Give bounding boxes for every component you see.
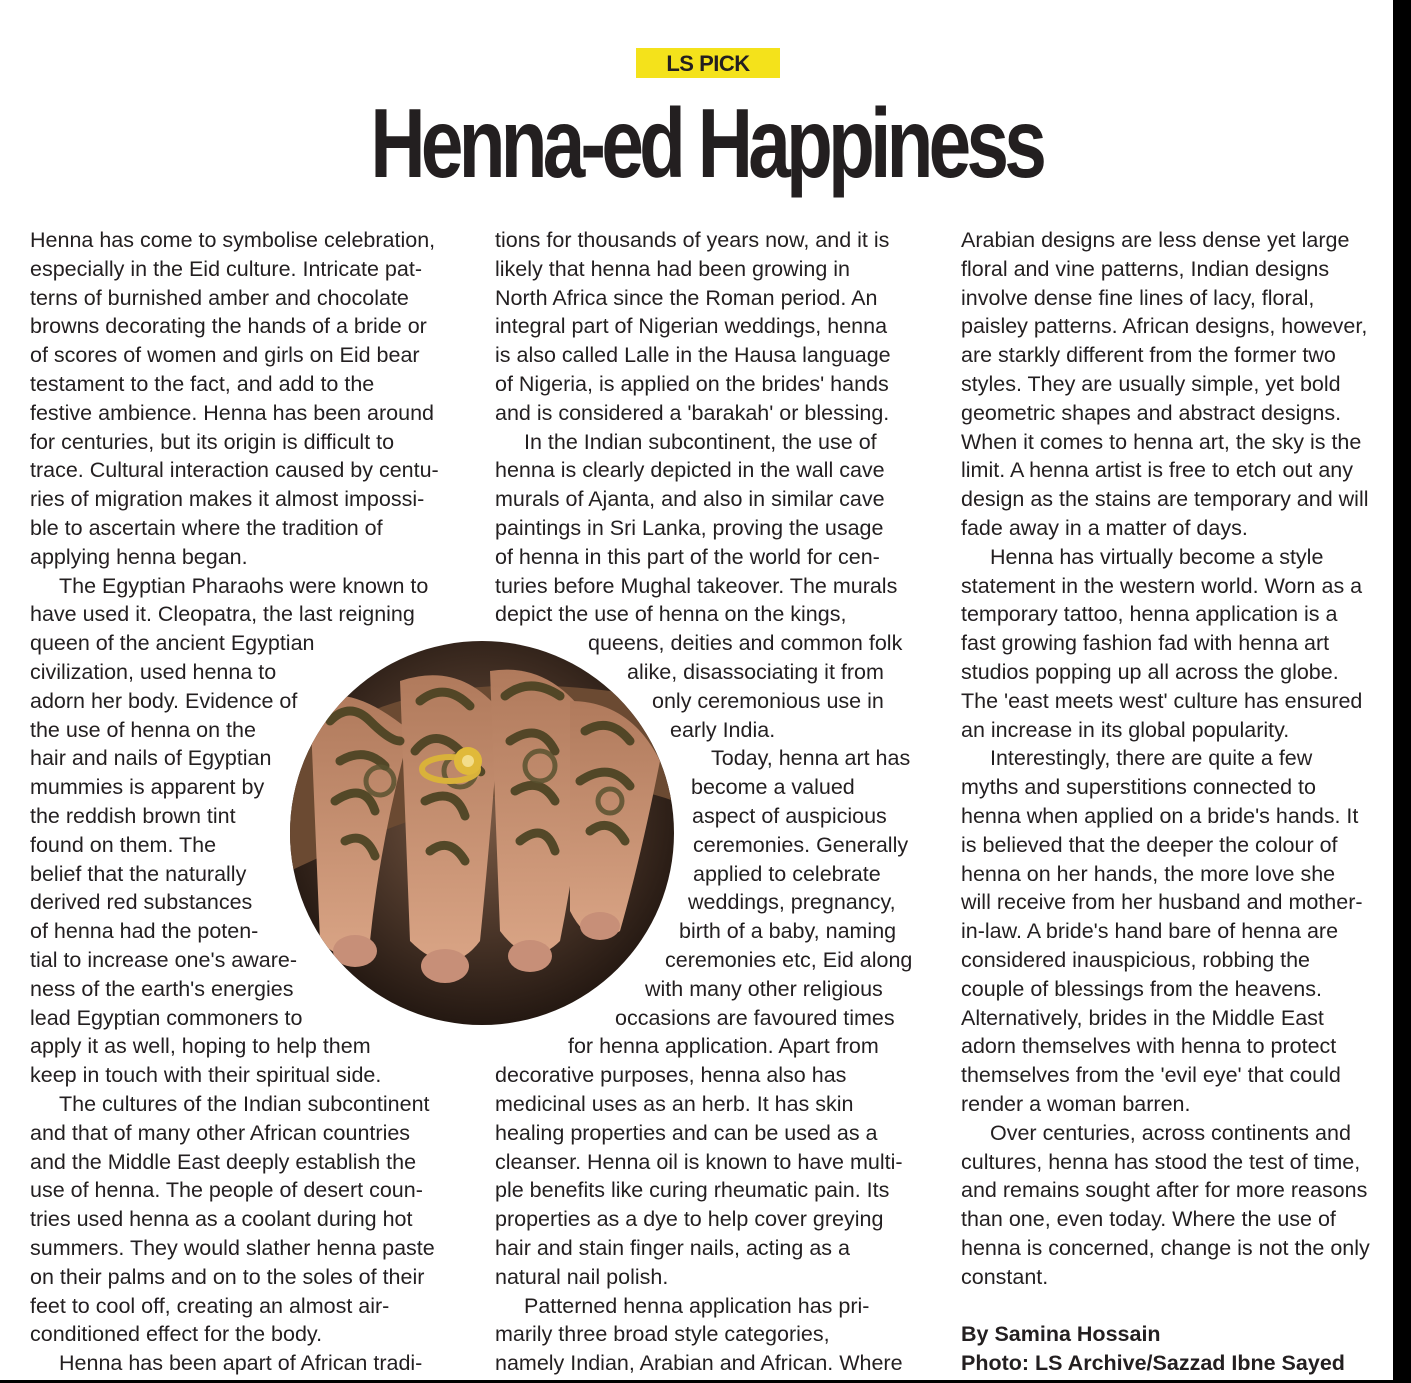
article-line: When it comes to henna art, the sky is the <box>961 429 1362 454</box>
section-tag: LS PICK <box>636 48 780 78</box>
article-line: terns of burnished amber and chocolate <box>30 285 409 310</box>
article-line: In the Indian subcontinent, the use of <box>524 429 877 454</box>
article-line: henna is clearly depicted in the wall cave <box>495 458 885 483</box>
article-line: cleanser. Henna oil is known to have multi- <box>495 1149 903 1174</box>
article-line: hair and stain finger nails, acting as a <box>495 1236 850 1260</box>
article-line: tries used henna as a coolant during hot <box>30 1207 413 1232</box>
article-line: early India. <box>670 717 776 742</box>
page-edge-bar <box>1393 0 1411 1383</box>
article-line: North Africa since the Roman period. An <box>495 285 878 310</box>
article-line: Arabian designs are less dense yet large <box>961 228 1350 252</box>
article-line: couple of blessings from the heavens. <box>961 976 1322 1001</box>
article-line: limit. A henna artist is free to etch out any <box>961 458 1353 483</box>
article-line: civilization, used henna to <box>30 660 277 684</box>
article-line: murals of Ajanta, and also in similar cave <box>495 487 885 512</box>
article-line: an increase in its global popularity. <box>961 717 1290 742</box>
article-line: paintings in Sri Lanka, proving the usage <box>495 516 884 540</box>
article-line: ble to ascertain where the tradition of <box>30 516 383 540</box>
headline: Henna-ed Happiness <box>370 88 1043 198</box>
article-line: the use of henna on the <box>30 717 256 742</box>
article-line: decorative purposes, henna also has <box>495 1063 847 1088</box>
article-line: tial to increase one's aware- <box>30 948 298 972</box>
article-line: statement in the western world. Worn as a <box>961 573 1363 598</box>
article-line: than one, even today. Where the use of <box>961 1207 1336 1232</box>
article-line: integral part of Nigerian weddings, henna <box>495 314 888 339</box>
article-line: hair and nails of Egyptian <box>30 746 272 771</box>
article-line: fast growing fashion fad with henna art <box>961 631 1330 656</box>
article-line: will receive from her husband and mother- <box>961 890 1363 915</box>
article-line: The cultures of the Indian subcontinent <box>59 1092 430 1116</box>
article-line: marily three broad style categories, <box>495 1322 830 1347</box>
article-line: the reddish brown tint <box>30 804 236 828</box>
article-line: mummies is apparent by <box>30 775 265 800</box>
article-line: found on them. The <box>30 832 217 857</box>
article-line: cultures, henna has stood the test of time, <box>961 1149 1361 1174</box>
article-line: feet to cool off, creating an almost air- <box>30 1293 390 1318</box>
article-line: of Nigeria, is applied on the brides' hands <box>495 372 889 396</box>
article-line: conditioned effect for the body. <box>30 1322 323 1347</box>
article-line: styles. They are usually simple, yet bold <box>961 372 1341 396</box>
article-line: tions for thousands of years now, and it is <box>495 228 890 252</box>
article-line: fade away in a matter of days. <box>961 516 1248 540</box>
article-line: ceremonies etc, Eid along <box>665 948 913 972</box>
article-line: likely that henna had been growing in <box>495 256 851 281</box>
photo-credit: Photo: LS Archive/Sazzad Ibne Sayed <box>961 1351 1345 1375</box>
article-line: and remains sought after for more reasons <box>961 1178 1368 1203</box>
article-line: geometric shapes and abstract designs. <box>961 400 1342 425</box>
article-line: myths and superstitions connected to <box>961 775 1316 800</box>
article-line: depict the use of henna on the kings, <box>495 602 847 627</box>
article-line: and is considered a 'barakah' or blessing. <box>495 400 890 425</box>
article-line: browns decorating the hands of a bride or <box>30 314 427 339</box>
article-line: Henna has virtually become a style <box>990 544 1324 569</box>
article-line: adorn her body. Evidence of <box>30 688 298 713</box>
article-line: Alternatively, brides in the Middle East <box>961 1005 1324 1030</box>
article-line: Over centuries, across continents and <box>990 1120 1351 1145</box>
article-line: Today, henna art has <box>711 746 911 771</box>
article-line: lead Egyptian commoners to <box>30 1005 303 1030</box>
article-line: ceremonies. Generally <box>693 832 909 857</box>
byline: By Samina Hossain <box>961 1322 1161 1346</box>
article-line: floral and vine patterns, Indian designs <box>961 256 1330 281</box>
article-line: apply it as well, hoping to help them <box>30 1034 371 1059</box>
article-line: Henna has come to symbolise celebration, <box>30 228 436 252</box>
article-line: medicinal uses as an herb. It has skin <box>495 1092 854 1116</box>
article-line: is believed that the deeper the colour of <box>961 832 1338 857</box>
article-line: and the Middle East deeply establish the <box>30 1149 417 1174</box>
article-line: testament to the fact, and add to the <box>30 372 375 396</box>
article-line: is also called Lalle in the Hausa language <box>495 343 891 368</box>
article-line: studios popping up all across the globe. <box>961 660 1339 684</box>
article-line: Henna has been apart of African tradi- <box>59 1351 423 1376</box>
article-line: temporary tattoo, henna application is a <box>961 602 1338 627</box>
article-line: derived red substances <box>30 890 253 915</box>
article-line: adorn themselves with henna to protect <box>961 1034 1337 1059</box>
article-line: queen of the ancient Egyptian <box>30 631 315 656</box>
henna-hand-illustration <box>290 641 674 1025</box>
article-line: with many other religious <box>645 976 883 1001</box>
article-line: belief that the naturally <box>30 861 247 886</box>
article-line: of henna in this part of the world for cen- <box>495 544 880 569</box>
article-line: ries of migration makes it almost impossi- <box>30 487 425 512</box>
article-line: festive ambience. Henna has been around <box>30 400 434 425</box>
article-line: properties as a dye to help cover greying <box>495 1207 884 1232</box>
article-line: and that of many other African countries <box>30 1120 411 1145</box>
article-line: The 'east meets west' culture has ensured <box>961 688 1363 713</box>
article-line: render a woman barren. <box>961 1092 1191 1116</box>
article-line: namely Indian, Arabian and African. Where <box>495 1351 903 1376</box>
article-line: henna on her hands, the more love she <box>961 861 1336 886</box>
article-line: involve dense fine lines of lacy, floral, <box>961 285 1315 310</box>
article-line: applying henna began. <box>30 544 248 569</box>
article-line: The Egyptian Pharaohs were known to <box>59 573 429 598</box>
article-line: queens, deities and common folk <box>588 631 903 656</box>
article-line: especially in the Eid culture. Intricate pat- <box>30 256 422 281</box>
article-line: alike, disassociating it from <box>627 660 884 684</box>
article-line: are starkly different from the former two <box>961 343 1336 368</box>
article-line: aspect of auspicious <box>692 804 887 828</box>
article-line: keep in touch with their spiritual side. <box>30 1063 382 1088</box>
article-line: have used it. Cleopatra, the last reigning <box>30 602 415 627</box>
article-line: trace. Cultural interaction caused by centu- <box>30 458 439 483</box>
article-line: in-law. A bride's hand bare of henna are <box>961 919 1339 944</box>
article-line: turies before Mughal takeover. The murals <box>495 573 898 598</box>
article-line: only ceremonious use in <box>652 688 884 713</box>
henna-hand-photo <box>290 641 674 1025</box>
article-line: paisley patterns. African designs, however, <box>961 314 1368 339</box>
article-line: summers. They would slather henna paste <box>30 1236 435 1260</box>
article-line: use of henna. The people of desert coun- <box>30 1178 423 1203</box>
article-line: healing properties and can be used as a <box>495 1120 878 1145</box>
article-line: become a valued <box>691 775 855 800</box>
article-line: ple benefits like curing rheumatic pain. Its <box>495 1178 890 1203</box>
article-line: on their palms and on to the soles of their <box>30 1264 425 1289</box>
article-line: occasions are favoured times <box>615 1005 895 1030</box>
article-line: of henna had the poten- <box>30 919 259 944</box>
article-line: natural nail polish. <box>495 1264 669 1289</box>
article-line: Interestingly, there are quite a few <box>990 746 1313 771</box>
article-line: design as the stains are temporary and will <box>961 487 1369 512</box>
article-line: applied to celebrate <box>693 861 881 886</box>
article-line: henna when applied on a bride's hands. It <box>961 804 1359 828</box>
article-line: weddings, pregnancy, <box>688 890 896 915</box>
article-line: themselves from the 'evil eye' that could <box>961 1063 1341 1088</box>
article-line: of scores of women and girls on Eid bear <box>30 343 420 368</box>
article-line: Patterned henna application has pri- <box>524 1293 870 1318</box>
article-line: birth of a baby, naming <box>679 919 897 944</box>
article-line: for centuries, but its origin is difficult to <box>30 429 395 454</box>
article-line: henna is concerned, change is not the only <box>961 1236 1370 1260</box>
article-line: for henna application. Apart from <box>568 1034 879 1059</box>
article-line: constant. <box>961 1264 1049 1289</box>
article-line: considered inauspicious, robbing the <box>961 948 1311 972</box>
article-line: ness of the earth's energies <box>30 976 294 1001</box>
